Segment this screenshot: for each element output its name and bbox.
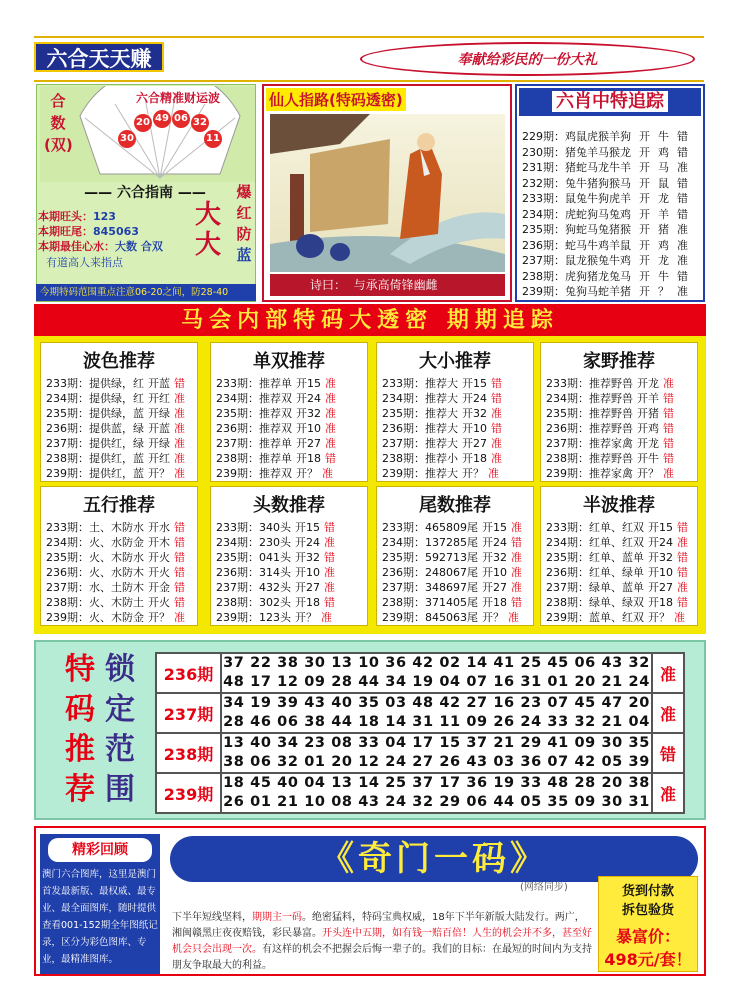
card-row: 236期：红单、绿单 开10 错 xyxy=(546,566,688,579)
card-row: 237期：推荐家禽 开龙 错 xyxy=(546,437,674,450)
card-row: 237期：绿单、蓝单 开27 准 xyxy=(546,581,688,594)
lucky-ball: 20 xyxy=(134,114,152,132)
card-row: 237期：提供红，绿 开绿 准 xyxy=(46,437,185,450)
lucky-ball: 11 xyxy=(204,130,222,148)
card-row: 238期：302头 开18 错 xyxy=(216,596,335,609)
card-row: 237期：推荐单 开27 准 xyxy=(216,437,336,450)
price-box: 货到付款 拆包验货 暴富价： 498元/套！ xyxy=(598,876,698,972)
card-title: 半波推荐 xyxy=(583,495,655,516)
recommend-card xyxy=(40,486,198,626)
card-row: 233期：340头 开15 错 xyxy=(216,521,335,534)
card-row: 238期：提供红，蓝 开红 准 xyxy=(46,452,185,465)
info-row: 本期最佳心水：大数 合双 xyxy=(38,240,163,253)
card-row: 233期：465809尾 开15 准 xyxy=(382,521,522,534)
recommend-card xyxy=(210,486,368,626)
zodiac-row: 232期：兔牛猪狗猴马 开 鼠 错 xyxy=(522,176,688,190)
card-row: 233期：推荐大 开15 错 xyxy=(382,377,502,390)
lucky-ball: 49 xyxy=(153,110,171,128)
heshu-label: 合数(双) xyxy=(44,92,73,154)
card-row: 239期：845063尾 开？ 准 xyxy=(382,611,519,624)
info-row: 本期旺头：123 xyxy=(38,210,116,223)
zodiac-row: 239期：兔狗马蛇羊猪 开 ？ 准 xyxy=(522,285,688,298)
fan-title: 六合精准财运波 xyxy=(135,91,220,105)
recommend-card xyxy=(540,342,698,482)
card-row: 233期：红单、红双 开15 错 xyxy=(546,521,688,534)
card-row: 239期：推荐家禽 开？ 准 xyxy=(546,467,674,480)
zodiac-row: 238期：虎狗猪龙兔马 开 牛 错 xyxy=(522,269,688,283)
lucky-ball: 06 xyxy=(172,110,190,128)
zodiac-row: 231期：猪蛇马龙牛羊 开 马 准 xyxy=(522,161,688,174)
card-row: 239期：提供红，蓝 开？ 准 xyxy=(46,467,185,480)
card-title: 大小推荐 xyxy=(419,351,491,372)
card-row: 234期：推荐大 开24 错 xyxy=(382,392,502,405)
card-row: 239期：蓝单、红双 开？ 准 xyxy=(546,611,685,624)
recommend-card xyxy=(376,486,534,626)
zodiac-row: 233期：鼠兔牛狗虎羊 开 龙 错 xyxy=(522,192,688,205)
card-row: 234期：红单、红双 开24 准 xyxy=(546,536,688,549)
card-row: 233期：提供绿，红 开蓝 错 xyxy=(46,377,185,390)
page-title: 六合天天赚 xyxy=(34,42,164,72)
card-row: 235期：推荐双 开32 准 xyxy=(216,407,336,420)
recommend-card xyxy=(540,486,698,626)
card-title: 单双推荐 xyxy=(253,351,325,372)
recommend-card xyxy=(376,342,534,482)
sage-illustration xyxy=(270,114,505,272)
card-row: 238期：绿单、绿双 开18 错 xyxy=(546,596,688,609)
lock-row: 238期 13 40 34 23 08 33 04 17 15 37 21 29 41 09 30 35 38 06 32 01 20 12 24 27 26 43 03 36 07 42 05 39 错 xyxy=(156,733,684,773)
card-row: 236期：314头 开10 准 xyxy=(216,566,335,579)
card-row: 238期：推荐单 开18 错 xyxy=(216,452,336,465)
daxiao-hint: 大 大 xyxy=(194,200,221,260)
card-row: 235期：火、木防水 开火 错 xyxy=(46,551,185,564)
qimen-title: 《奇门一码》 xyxy=(170,836,698,882)
card-title: 头数推荐 xyxy=(253,495,325,516)
recommend-card xyxy=(210,342,368,482)
expert-note: 有道高人来指点 xyxy=(46,256,123,269)
card-row: 239期：火、木防金 开？ 准 xyxy=(46,611,185,624)
card-title: 波色推荐 xyxy=(83,351,155,372)
card-row: 237期：推荐大 开27 准 xyxy=(382,437,502,450)
card-row: 236期：提供蓝，绿 开蓝 准 xyxy=(46,422,185,435)
lock-table xyxy=(155,652,685,814)
zodiac-row: 236期：蛇马牛鸡羊鼠 开 鸡 准 xyxy=(522,238,688,252)
zodiac-row: 237期：鼠龙猴兔牛鸡 开 龙 准 xyxy=(522,254,688,267)
card-row: 235期：592713尾 开32 准 xyxy=(382,551,522,564)
review-text: 澳门六合图库，这里是澳门首发最新版、最权威、最专业、最全面图库，随时提供查看001-152期全年图纸记录，区分为彩色图库、专业，最精准图库。 xyxy=(42,869,158,965)
network-sync: (网络同步) xyxy=(520,882,568,893)
info-row: 本期旺尾：845063 xyxy=(38,225,139,238)
card-row: 237期：432头 开27 准 xyxy=(216,581,335,594)
card-row: 235期：推荐野兽 开猪 错 xyxy=(546,407,674,420)
card-row: 235期：红单、蓝单 开32 错 xyxy=(546,551,688,564)
zodiac-row: 234期：虎蛇狗马兔鸡 开 羊 错 xyxy=(522,207,688,221)
header-divider xyxy=(34,80,704,82)
slogan: 奉献给彩民的一份大礼 xyxy=(360,42,695,76)
lucky-ball: 30 xyxy=(118,130,136,148)
card-row: 237期：348697尾 开27 准 xyxy=(382,581,522,594)
card-row: 239期：123头 开？ 准 xyxy=(216,611,332,624)
notice-bar: 今期特码范围重点注意06-20之间，防28-40 xyxy=(36,284,256,301)
card-row: 239期：推荐大 开？ 准 xyxy=(382,467,499,480)
main-banner: 马会内部特码大透密 期期追踪 xyxy=(34,304,706,336)
card-row: 234期：推荐双 开24 准 xyxy=(216,392,336,405)
lucky-ball: 32 xyxy=(191,114,209,132)
card-row: 233期：土、木防水 开水 错 xyxy=(46,521,185,534)
color-hint: 爆 红 防 蓝 xyxy=(236,183,252,264)
card-row: 235期：041头 开32 错 xyxy=(216,551,335,564)
card-row: 234期：230头 开24 准 xyxy=(216,536,335,549)
middle-title: 仙人指路(特码透密) xyxy=(266,88,406,111)
promo-paragraph: 下半年短线坚料，期期主一码。绝密猛料，特码宝典权威，18年下半年新版大陆发行。两广，湘闽赣黑庄夜夜赔钱，彩民暴富。开头连中五期，如有钱一赔百倍！人生的机会并不多，甚至好机会只会出现一次。有这样的机会不把握会后悔一辈子的。我们的目标：在最短的时间内为支持朋友争取最大的利益。 xyxy=(172,912,592,971)
card-row: 236期：推荐大 开10 错 xyxy=(382,422,502,435)
card-row: 234期：推荐野兽 开羊 错 xyxy=(546,392,674,405)
card-row: 234期：火、水防金 开木 错 xyxy=(46,536,185,549)
card-row: 234期：提供绿，红 开红 准 xyxy=(46,392,185,405)
card-row: 239期：推荐双 开？ 准 xyxy=(216,467,333,480)
card-row: 235期：推荐大 开32 准 xyxy=(382,407,502,420)
zodiac-row: 235期：狗蛇马兔猪猴 开 猪 准 xyxy=(522,223,688,236)
lock-row: 239期 18 45 40 04 13 14 25 37 17 36 19 33 48 28 20 38 26 01 21 10 08 43 24 32 29 06 44 05 35 09 30 31 准 xyxy=(156,773,684,813)
recommend-card xyxy=(40,342,198,482)
review-title: 精彩回顾 xyxy=(48,838,152,862)
zodiac-row: 229期：鸡鼠虎猴羊狗 开 牛 错 xyxy=(522,130,688,143)
card-row: 236期：推荐野兽 开鸡 错 xyxy=(546,422,674,435)
card-row: 235期：提供绿，蓝 开绿 准 xyxy=(46,407,185,420)
lock-left-chars: 特 码 推 荐 xyxy=(65,652,95,807)
zhinan-heading: —— 六合指南 —— xyxy=(84,185,206,201)
card-row: 237期：水、土防木 开金 错 xyxy=(46,581,185,594)
poem-bar: 诗曰： 与承高倚锋幽雌 xyxy=(270,274,505,296)
card-row: 233期：推荐野兽 开龙 准 xyxy=(546,377,674,390)
card-row: 238期：推荐小 开18 准 xyxy=(382,452,502,465)
card-title: 尾数推荐 xyxy=(419,495,491,516)
card-title: 五行推荐 xyxy=(83,495,155,516)
zodiac-row: 230期：猪兔羊马猴龙 开 鸡 错 xyxy=(522,145,688,159)
card-row: 236期：推荐双 开10 准 xyxy=(216,422,336,435)
card-row: 233期：推荐单 开15 准 xyxy=(216,377,336,390)
card-row: 238期：371405尾 开18 错 xyxy=(382,596,522,609)
lock-right-chars: 锁 定 范 围 xyxy=(105,652,135,807)
card-row: 236期：火、水防木 开火 错 xyxy=(46,566,185,579)
card-row: 238期：火、木防土 开火 错 xyxy=(46,596,185,609)
lock-row: 237期 34 19 39 43 40 35 03 48 42 27 16 23 07 45 47 20 28 46 06 38 44 18 14 31 11 09 26 24 33 32 21 04 准 xyxy=(156,693,684,733)
card-title: 家野推荐 xyxy=(583,351,655,372)
card-row: 234期：137285尾 开24 错 xyxy=(382,536,522,549)
card-row: 236期：248067尾 开10 准 xyxy=(382,566,522,579)
right-title: 六肖中特追踪 xyxy=(519,88,701,116)
lock-row: 236期 37 22 38 30 13 10 36 42 02 14 41 25 45 06 43 32 48 17 12 09 28 44 34 19 04 07 16 31 01 20 21 24 准 xyxy=(156,653,684,693)
scene-drawing xyxy=(270,114,505,272)
card-row: 238期：推荐野兽 开牛 错 xyxy=(546,452,674,465)
top-divider xyxy=(34,36,704,38)
